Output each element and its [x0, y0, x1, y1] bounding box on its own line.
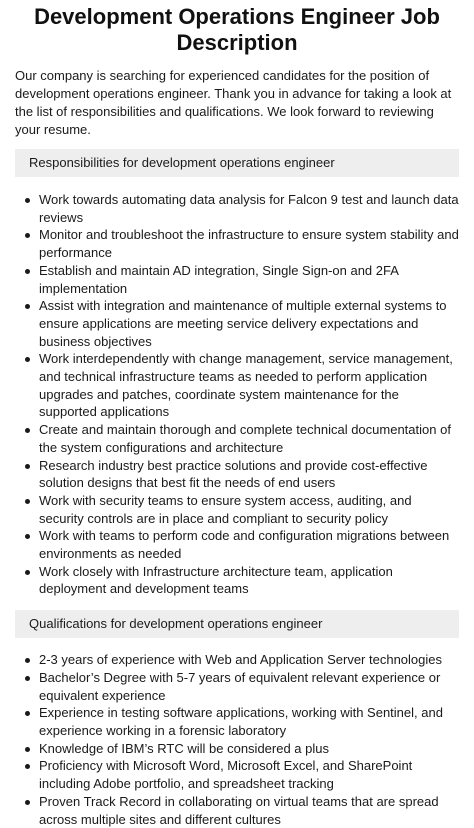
list-item: Experience in testing software applications, working with Sentinel, and experience working in a forensic laboratory [39, 704, 459, 739]
list-item: Work with security teams to ensure system access, auditing, and security controls are in place and compliant to security policy [39, 492, 459, 527]
list-item: Knowledge of IBM’s RTC will be considered a plus [39, 740, 459, 758]
qualifications-heading: Qualifications for development operations engineer [15, 610, 459, 638]
list-item: Work with teams to perform code and configuration migrations between environments as needed [39, 527, 459, 562]
intro-paragraph: Our company is searching for experienced candidates for the position of development operations engineer. Thank you in advance for taking a look at the list of responsibilities and qualifications. We look forward to reviewing your resume. [15, 68, 452, 137]
list-item: Work towards automating data analysis for Falcon 9 test and launch data reviews [39, 192, 459, 225]
responsibilities-list [15, 191, 459, 598]
page-title: Development Operations Engineer Job Description [34, 4, 440, 55]
list-item: Bachelor’s Degree with 5-7 years of equivalent relevant experience or equivalent experience [39, 669, 459, 704]
list-item: Proven Track Record in collaborating on virtual teams that are spread across multiple sites and different cultures [39, 793, 459, 828]
list-item: Monitor and troubleshoot the infrastructure to ensure system stability and performance [39, 227, 459, 261]
qualifications-list [15, 651, 459, 828]
list-item: Work closely with Infrastructure architecture team, application deployment and development teams [39, 563, 459, 598]
list-item: Proficiency with Microsoft Word, Microsoft Excel, and SharePoint including Adobe portfolio, and spreadsheet tracking [39, 757, 459, 792]
list-item: Create and maintain thorough and complete technical documentation of the system configurations and architecture [39, 421, 459, 456]
list-item: Assist with integration and maintenance of multiple external systems to ensure applications are meeting service delivery expectations and business objectives [39, 297, 459, 350]
list-item: Work interdependently with change management, service management, and technical infrastructure teams as needed to perform application upgrades and patches, coordinate system maintenance for the supported applications [39, 350, 459, 421]
list-item: Establish and maintain AD integration, Single Sign-on and 2FA implementation [39, 262, 459, 297]
list-item: Research industry best practice solutions and provide cost-effective solution designs that best fit the needs of end users [39, 457, 459, 492]
list-item: 2-3 years of experience with Web and Application Server technologies [39, 651, 459, 669]
responsibilities-heading: Responsibilities for development operations engineer [15, 149, 459, 177]
